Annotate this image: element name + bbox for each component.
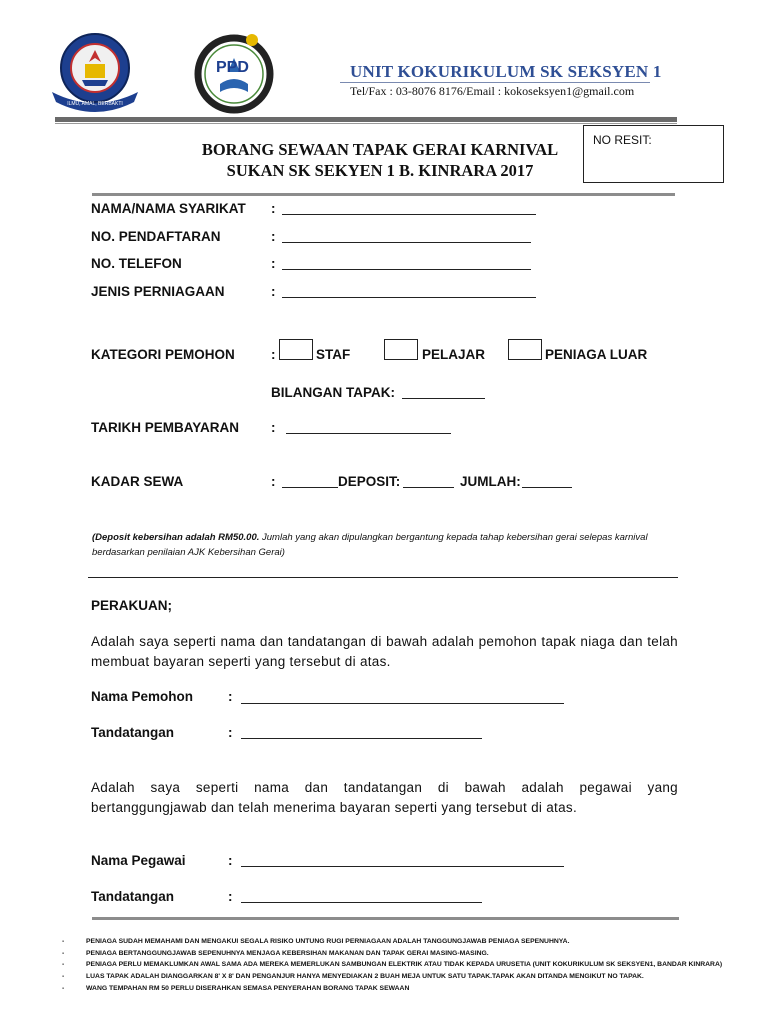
jumlah-line[interactable] bbox=[522, 487, 572, 488]
footer-rule bbox=[92, 917, 679, 920]
nama-pegawai-line[interactable] bbox=[241, 866, 564, 867]
perakuan-paragraph-1: Adalah saya seperti nama dan tandatangan di bawah adalah pemohon tapak niaga dan telah membuat bayaran seperti yang tersebut di atas. bbox=[91, 634, 678, 669]
perakuan-paragraph-2: Adalah saya seperti nama dan tandatangan di bawah adalah pegawai yang bertanggungjawab dan telah menerima bayaran seperti yang tersebut di atas. bbox=[91, 780, 678, 815]
footnote-dash: - bbox=[62, 985, 65, 992]
jumlah-label: JUMLAH: bbox=[460, 474, 521, 489]
logo-ppd-text: PPD bbox=[216, 59, 249, 76]
colon: : bbox=[271, 229, 276, 244]
deposit-label: DEPOSIT: bbox=[338, 474, 401, 489]
unit-title: UNIT KOKURIKULUM SK SEKSYEN 1 bbox=[350, 62, 662, 81]
colon: : bbox=[271, 201, 276, 216]
ppd-logo bbox=[190, 28, 276, 118]
footnote-item bbox=[62, 959, 762, 970]
deposit-note-text: Jumlah yang akan dipulangkan bergantung kepada tahap kebersihan gerai selepas karnival berdasarkan penilaian AJK Kebersihan Gerai) bbox=[92, 532, 648, 558]
field-label-pendaftaran: NO. PENDAFTARAN bbox=[91, 229, 221, 244]
colon: : bbox=[271, 284, 276, 299]
footnote-text: PENIAGA SUDAH MEMAHAMI DAN MENGAKUI SEGALA RISIKO UNTUNG RUGI PERNIAGAAN ADALAH TANGGUNGJAWAB PENIAGA SEPENUHNYA. bbox=[86, 938, 570, 945]
kategori-label: KATEGORI PEMOHON bbox=[91, 347, 235, 362]
field-label-nama: NAMA/NAMA SYARIKAT bbox=[91, 201, 246, 216]
footnote-dash: - bbox=[62, 973, 65, 980]
footnote-text: PENIAGA PERLU MEMAKLUMKAN AWAL SAMA ADA MEREKA MEMERLUKAN SAMBUNGAN ELEKTRIK ATAU TIDAK KEPADA URUSETIA (UNIT KOKURIKULUM SK SEKSYEN1, BANDAR KINRARA) bbox=[86, 961, 723, 968]
deposit-note bbox=[92, 530, 692, 560]
form-title bbox=[150, 139, 610, 181]
footnote-item bbox=[62, 936, 762, 947]
form-title-line2: SUKAN SK SEKYEN 1 B. KINRARA 2017 bbox=[226, 161, 534, 180]
kadar-sewa-line[interactable] bbox=[282, 487, 338, 488]
bilangan-tapak-line[interactable] bbox=[402, 398, 485, 399]
school-crest-logo bbox=[50, 26, 140, 118]
footnote-item bbox=[62, 983, 762, 994]
kadar-sewa-label: KADAR SEWA bbox=[91, 474, 184, 489]
nama-pemohon-line[interactable] bbox=[241, 703, 564, 704]
footnote-text: LUAS TAPAK ADALAH DIANGGARKAN 8' X 8' DAN PENGANJUR HANYA MENYEDIAKAN 2 BUAH MEJA UNTUK SATU TAPAK.TAPAK AKAN DITANDA MENGIKUT NO TAPAK. bbox=[86, 973, 644, 980]
tarikh-pembayaran-line[interactable] bbox=[286, 433, 451, 434]
header-rule bbox=[55, 117, 677, 122]
colon: : bbox=[228, 853, 233, 868]
colon: : bbox=[228, 889, 233, 904]
nama-pegawai-label: Nama Pegawai bbox=[91, 853, 186, 868]
tarikh-pembayaran-label: TARIKH PEMBAYARAN bbox=[91, 420, 240, 435]
option-pelajar: PELAJAR bbox=[422, 347, 486, 362]
colon: : bbox=[271, 347, 276, 362]
field-perniagaan-line[interactable] bbox=[282, 297, 536, 298]
tandatangan-pemohon-label: Tandatangan bbox=[91, 725, 175, 740]
field-nama-line[interactable] bbox=[282, 214, 536, 215]
footnote-dash: - bbox=[62, 938, 65, 945]
field-label-telefon: NO. TELEFON bbox=[91, 256, 182, 271]
deposit-line[interactable] bbox=[403, 487, 454, 488]
option-peniaga-luar: PENIAGA LUAR bbox=[545, 347, 648, 362]
bilangan-tapak-label: BILANGAN TAPAK: bbox=[271, 385, 395, 400]
section-divider bbox=[88, 577, 678, 578]
colon: : bbox=[271, 420, 276, 435]
field-telefon-line[interactable] bbox=[282, 269, 531, 270]
perakuan-heading: PERAKUAN; bbox=[91, 598, 172, 613]
option-staf: STAF bbox=[316, 347, 351, 362]
checkbox-peniaga-luar[interactable] bbox=[508, 339, 542, 360]
form-title-line1: BORANG SEWAAN TAPAK GERAI KARNIVAL bbox=[201, 140, 559, 159]
colon: : bbox=[271, 256, 276, 271]
tandatangan-pemohon-line[interactable] bbox=[241, 738, 482, 739]
tandatangan-pegawai-line[interactable] bbox=[241, 902, 482, 903]
deposit-note-bold: (Deposit kebersihan adalah RM50.00. bbox=[92, 532, 260, 543]
header-underline bbox=[340, 82, 650, 83]
title-rule bbox=[92, 193, 675, 196]
colon: : bbox=[271, 474, 276, 489]
footnote-text: PENIAGA BERTANGGUNGJAWAB SEPENUHNYA MENJAGA KEBERSIHAN MAKANAN DAN TAPAK GERAI MASING-MASING. bbox=[86, 950, 489, 957]
footnote-item bbox=[62, 971, 762, 982]
field-pendaftaran-line[interactable] bbox=[282, 242, 531, 243]
header-rule-thin bbox=[55, 123, 677, 124]
tandatangan-pegawai-label: Tandatangan bbox=[91, 889, 175, 904]
footnote-text: WANG TEMPAHAN RM 50 PERLU DISERAHKAN SEMASA PENYERAHAN BORANG TAPAK SEWAAN bbox=[86, 985, 410, 992]
logo-motto: ILMU, AMAL, BERBAKTI bbox=[67, 101, 123, 107]
footnote-dash: - bbox=[62, 961, 65, 968]
colon: : bbox=[228, 689, 233, 704]
colon: : bbox=[228, 725, 233, 740]
unit-contact: Tel/Fax : 03-8076 8176/Email : kokoseksyen1@gmail.com bbox=[350, 84, 635, 98]
field-label-perniagaan: JENIS PERNIAGAAN bbox=[91, 284, 225, 299]
no-resit-label: NO RESIT: bbox=[593, 133, 652, 147]
footnote-dash: - bbox=[62, 950, 65, 957]
footnote-item bbox=[62, 948, 762, 959]
checkbox-staf[interactable] bbox=[279, 339, 313, 360]
nama-pemohon-label: Nama Pemohon bbox=[91, 689, 194, 704]
checkbox-pelajar[interactable] bbox=[384, 339, 418, 360]
